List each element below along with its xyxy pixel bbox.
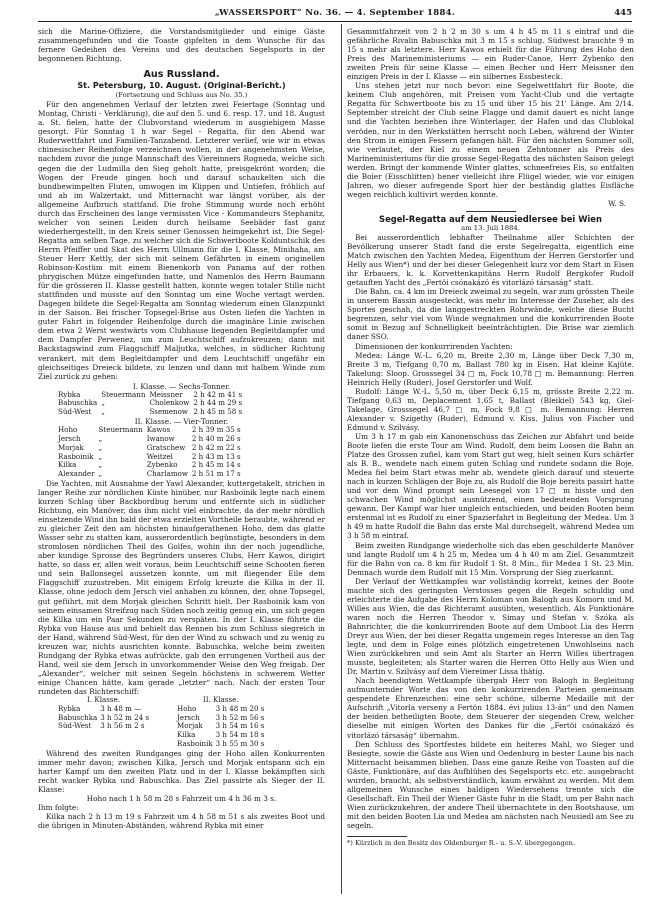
boat-name: Hoho [177,703,197,713]
round-time: 3 h 55 m 30 s [215,739,265,749]
helmsman: Iwanow [146,433,175,443]
role: Steuermann [101,389,146,399]
round-time: 3 h 52 m 24 s [100,712,150,722]
round-time [100,740,152,749]
column-header: II. Klasse. [202,695,239,705]
table-row [58,408,246,417]
finish-time: 2 h 44 m 29 s [193,398,243,408]
article-paragraph: Für den angenehmen Verlauf der letzten zwei Feiertage (Sonntag und Montag, Christi - Verklärung), die auf den 5. und 6. resp. 17. und 18. August a. St. fielen, hatte der Clubvorstand wiederum in ausgiebigem Masse gesorgt. Für Sonntag 1 h war Segel - Regatta, für den Abend war Ruderwettfahrt und Familien-Tanzabend. Letzterer verlief, wie wir in etwas chinesischer Reihenfolge verzeichnen wollen, in der angenehmsten Weise, nachdem zuvor die junge Mannschaft des Viereinners Rogneda, welche sich gegen die der Ludmilla den Sieg geholt hatte, preisgekrönt worden; die Wogen der Freude gingen hoch und darauf schaukelten sich die bundbewimpelten Fluten, umwogen im Klippen und Untiefen, fröhlich auf und ab im Walzertakt, und Mitternacht war längst vorüber, als der allgemeine Aufbruch stattfand. Die frohe Stimmung wurde noch erhöht durch das Erscheinen des lange vermissten Vice - Kommandeurs Stephanitz, welcher von seinen Leiden durch heilsame Seebäder fast ganz wiederhergestellt, in den Kreis seiner Genossen heimgekehrt ist. Die Segel-Regatta am selben Tage, zu welcher sich die Schwertboote Kolduntschik des Herrn Pfeiffer und Skat des Herrn Ullmann für die I. Klasse, Minihaha, am Steuer Herr Kettly, der sich mit seinem Gefährten in einem originellen Robinson-Kostüm mit einem Bienenkorb von Panama auf der rothen phrygischen Mütze eingefunden hatte, und Namenlos des Herrn Baumann für die grösseren II. Klasse gestellt hatten, konnte wegen totaler Stille nicht stattfinden und musste auf den Sonntag um eine Woche vertagt werden. Dagegen bildete die Segel-Regatta am Sonntag wiederum einen Glanzpunkt in der Saison. Bei frischer Topsegel-Brise aus Osten liefen die Yachten in guter Fahrt in folgender Reihenfolge durch die imaginäre Linie zwischen dem etwa 2 Werst westwärts vom Clubhause liegenden Begleitdampfer und dem Dampfer Perwenez, um zum Leuchtschiff aufzukreuzen; dann mit Backstagswind zum Flaggschiff Maljutka, welches, in südlicher Richtung verankert, mit dem Begleitdampfer und dem Leuchtschiff ungefähr ein gleichseitiges Dreieck bildete, zu lenzen und dann mit halbem Winde zum Ziel zurück zu gehen: [38,100,325,381]
boat-name: Babuschka [58,398,98,408]
article-paragraph: Den Schluss des Sportfestes bildete ein heiteres Mahl, wo Sieger und Besiegte, sowie die Gäste aus Wien und Oedenburg in bester Laune bis nach Mitternacht beisammen blieben. Dass eine ganze Reihe von Toasten auf die Gäste, Funktionäre, auf das Aufblühen des Segelsports etc. etc. ausgebracht wurden, braucht, als selbstverständlich, kaum erwähnt zu werden. Mit dem allgemeinen Wunsche eines baldigen Wiedersehens trennte sich die Gesellschaft. Ein Theil der Wiener Gäste fuhr in die Stadt, um per Bahn nach Wien zurückzukehren, der andere Theil übernachtete in den Bootshause, um mit den beiden Booten Lia und Medea am nächsten nach Neusiedl am See zu segeln. [347,739,634,830]
boat-name: Rybka [58,703,81,713]
boat-name: Rybka [58,389,81,399]
right-column [347,27,634,893]
role: „ [101,398,105,408]
table-row [58,470,245,479]
class1-heading: I. Klasse. — Sechs-Tonner. [132,381,231,391]
finish-time: 2 h 45 m 14 s [191,460,241,470]
helmsman: Gratschew [146,442,186,452]
article-paragraph: Kilka nach 2 h 13 m 19 s Fahrzeit um 4 h 58 m 51 s als zweites Boot und die übrigen in Minuten-Abständen, während Rybka mit einer [38,812,325,831]
header-rule [38,21,632,22]
role: „ [98,469,103,479]
boat-name: Rasboinik [58,451,94,461]
boat-name: Rasboinik [177,739,213,749]
round-time: 3 h 48 m — [100,703,142,713]
section-title-russland: Aus Russland. [143,69,220,81]
finish-time: 2 h 45 m 58 s [193,407,243,417]
round-time: 3 h 52 m 56 s [215,712,265,722]
boat-name: Babuschka [58,712,98,722]
article-paragraph: Während des zweiten Rundganges ging der Hoho allen Konkurrenten immer mehr davon; zwischen Kilka, Jersch und Morjak entspann sich ein harter Kampf um den zweiten Platz und in der I. Klasse bekämpften sich recht wacker Rybka und Babuschka. Das Ziel passirte als Sieger der II. Klasse: [38,748,325,794]
article-paragraph: Beim zweiten Rundgange wiederholte sich das eben geschilderte Manöver und langte Rudolf um 4 h 25 m, Medea um 4 h 40 m am Ziel. Gesammtzeit für die Bahn von ca. 8 km für Rudolf 1 St. 8 Min., für Medea 1 St. 23 Min. Demnach wurde dem Rudolf mit 15 Min. Vorsprung der Sieg zuerkannt. [347,540,634,577]
boat-name: Süd-West [58,407,92,417]
boat-name: Kilka [177,730,196,740]
article-paragraph: Bei ausserordentlich lebhafter Theilnahme aller Schichten der Bevölkerung unserer Stadt fand die erste Segelregatta, eigentlich eine Match zwischen den Yachten Medea, Eigenthum der Herren Gerstorfer und Helly aus Wien*) und der bei dieser Gelegenheit kurz vor dem Start in Eisen ihr Erbauers, k. k. Korvettenkapitäns Herrn Rudolf Bergkofer Rudolf getauften Yacht des „Fertöi csónakázó és vitorlázó társaság“ statt. [347,232,634,288]
helmsman: Zybenko [146,460,178,470]
article-paragraph: Nach beendigtem Wettkampfe übergab Herr von Balogh in Begleitung aufmunternder Worte das von den konkurrirenden Parteien gemeinsam gespendete Ehrenzeichen: eine sehr schöne, silberne Medaille mit der Aufschrift „Vitorla verseny a Fertön 1884. évi julius 13-án“ und den Namen der beiden betheiligten Boote, dem Steuerer der siegenden Crew, welcher dieselbe mit einigen Worten des Dankes für die „Fertöi csónakázó és vitorlázó társaság“ übernahm. [347,676,634,740]
table-row [58,740,267,749]
boat-name: Kilka [58,460,77,470]
article-paragraph: Gesammtfahrzeit von 2 h 2 m 30 s um 4 h 45 m 11 s eintraf und die gefährliche Rivalin Babuschka mit 3 m 15 s schlug. Südwest brauchte 9 m 15 s mehr als letztere. Herr Kawos erhielt für die Führung des Hoho den Preis des Marineministeriums — ein Ruder-Canoe, Herr Zybenko den zweiten Preis für seine Klasse — einen Becher und Herr Meissner den einzigen Preis in der I. Klasse — ein silbernes Essbesteck. [347,27,634,82]
boat-name: Hoho [58,425,78,435]
column-divider [341,24,342,894]
finish-time: 2 h 51 m 17 s [191,469,241,479]
footnote-rule [347,836,407,837]
role: „ [98,442,103,452]
class1-results-table [58,391,246,417]
finish-time: 2 h 40 m 26 s [191,433,241,443]
footnote: *) Kürzlich in den Besitz des Oldenburger R.- u. S.-V. übergegangen. [347,839,575,848]
left-column [38,27,325,893]
round-time: 3 h 48 m 20 s [215,703,265,713]
round-time: 3 h 54 m 18 s [215,730,265,740]
boat-name: Jersch [177,712,200,722]
helmsman: Weitzel [146,451,173,461]
section-rule [466,211,516,212]
finish-time: 2 h 39 m 35 s [191,425,241,435]
round-time: 3 h 54 m 16 s [215,721,265,731]
article-paragraph: Die Yachten, mit Ausnahme der Yawl Alexander, kuttergetakelt, strichen in langer Reihe zur nördlichen Küste hinüber, nur Rasboinik legte nach einem kurzen Schlag über Backbordbug herum und entfernte sich in südlicher Richtung, ein Manöver, das ihm nicht viel einbrachte, da der mehr nördlich einsetzende Wind ihn bald der etwa erzielten Vortheile beraubte, während er zu gleicher Zeit den am höchsten hinaufgerathenen Hoho, dem das glatte Wasser sehr zu statten kam, ausserordentlich begünstigte, besonders in dem stromlosen nördlichen Theil des Golfes, wohin ihn der noch jugendliche, aber kundige Sprosse des Begründers unseres Clubs, Herr Kawos, dirigirt hatte, so dass er, allen weit voraus, beim Leuchtschiff seine Schooten fieren und sein Ballonsegel aussetzen konnte, um mit fliegender Eile dem Flaggschiff zuzustreben. Mit einigem Erfolg kreuzte die Kilka in der II. Klasse, ohne jedoch dem Jersch viel anhaben zu können, der, ohne Topsegel, gut geführt, mit dem Morjak gleichen Schritt hielt. Der Rasboinik kam von seinem einsamen Streifzug nach Süden noch zeitig genug ein, um sich gegen die Kilka um ein Paar Sekunden zu verspäten. In der I. Klasse führte die Rybka von Hause aus und behielt das Rennen bis zum Schluss siegreich in der Hand, während Süd-West, für den der Wind zu schwach und zu wenig zu kreuzen war, nichts ausrichten konnte. Babuschka, welche beim zweiten Rundgang der Rybka etwas aufrückte, gab den errungenen Vortheil aus der Hand, weil sie dem Jersch in unvorkommender Weise den Weg freigab. Der „Alexander“, welcher mit seinen Segeln höchstens in schwerem Wetter einige Chancen hätte, kam gerade „letzter“ nach. Nach der ersten Tour rundeten das Richterschiff: [38,478,325,696]
finish-time: 2 h 42 m 41 s [193,389,243,399]
page-header [38,6,632,20]
column-header: I. Klasse. [87,695,120,705]
article-paragraph: Die Bahn, ca. 4 km im Dreieck zweimal zu segeln, war zum grössten Theile in unserem Bassin ausgesteckt, was mehr im Interesse der Zuseher, als des Sportes geschah, da die langgestreckten Rohrwände, welche diese Bucht begrenzen, sehr viel vom Winde wegnahmen und die konkurrirenden Boote somit in Bezug auf Schnelligkeit beeinträchtigten. Die Brise war ziemlich daner SSO. [347,287,634,342]
boat-name [58,740,100,749]
helmsman: Charlamow [146,469,188,479]
article-paragraph: Um 3 h 17 m gab ein Kanonenschuss das Zeichen zur Abfahrt und beide Boote liefen die erste Tour am Wind. Rudolf, dem beim Loosen die Bahn an Platze des Grossen zufiel, kam vom Start gut weg, hielt seinen Kurs schärfer als B. B., wendete nach einem guten Schlag und rundete sodann die Boje. Medea fiel beim Start etwas mehr ab, wendete gleich darauf und steuerte nach in kurzen Schlägen der Boje zu, als Rudolf die Boje bereits passirt hatte und vor dem Wind prompt sein Leesegel von 17 □ m hisste und den schwachen Wind möglichst ausnützend, einen bedeutenden Vorsprung gewann. Der Kampf war hier ungleich entschieden, und beiden Booten beim erstenmal ist es Rudolf zu einer Spazierfahrt in Begleitung der Medea. Um 3 h 49 m hatte Rudolf die Bahn das erste Mal durchsegelt, während Medea um 3 h 58 m eintraf. [347,431,634,541]
boat-name: Morjak [58,442,84,452]
boat-name [58,731,100,740]
intro-paragraph: sich die Marine-Offiziere, die Vorstandsmitglieder und einige Gäste zusammengefunden und die Toaste gipfelten in dem Wunsche für das fernere Gedeihen des Vereins und des deutschen Segelsports in der begonnenen Richtung. [38,27,325,64]
helmsman: Cholenkow [149,398,190,408]
boat-name: Jersch [58,433,81,443]
header-title: „WASSERSPORT“ No. 36. — 4. September 1884. [214,8,456,18]
continuation-note: (Fortsetzung und Schluss aus No. 35.) [115,91,248,100]
article-paragraph: Dimensionen der konkurrirenden Yachten: [355,341,513,351]
article-paragraph: Der Verlauf der Wettkampfes war vollständig korrekt, keines der Boote machte sich des geringsten Verstosses gegen die Regeln schuldig und erleichterte die Aufgabe des Herrn Koloman von Balogh aus Komorn und M. Willes aus Wien, die das Richteramt ausübten, wesentlich. Als Funktionäre waren noch die Herren Theodor v. Simay und Stefan v. Szóka als Bahnrichter, die die konkurrirenden Boote auf dem Umboot Lia des Herrn Dreyr aus Wien, der bei dieser Regatta ungemein reges Interesse an den Tag legte, und dem in Folge eines plötzlich eingetretenen Unwohlseins nach Wien zurückkehren und sein Amt als Starter an Herrn Willes übertragen musste, begleiteten; als Starter waren die Herren Otto Helly aus Wien und Dr. Martin v. Szilvásy auf dem Viereimer Lissa thätig. [347,576,634,677]
role: „ [98,451,103,461]
role: Steuermann [98,425,143,435]
boat-name: Süd-West [58,721,92,731]
article-paragraph: Rudolf: Länge W.-L. 5,50 m, über Deck 6,15 m, grösste Breite 2,22 m. Tiefgang 0,63 m, Deplacement 1,65 t, Ballast (Bleikiel) 543 kg, Giel-Takelage, Grosssegel 46,7 □ m, Fock 9,8 □ m. Bemannung: Herren Alexander v. Szigethy (Ruder), Edmund v. Kiss, Julius von Fischer und Edmund v. Szilvásy. [347,386,634,432]
article-paragraph: Uns stehen jetzt nur noch bevor: eine Segelwettfahrt für Boote, die keinem Club angehören, mit Preisen vom Yacht-Club und die vertagte Regatta für Schwertboote bis zu 15 und über 15 bis 21' Länge. Am 2/14. September streicht der Club seine Flagge und damit dauert es nicht lange und die Yachten beziehen ihre Winterlager, der Hafen und das Clublokal veröden, nur in den Werkstätten herrscht noch Leben, während der Winter den Strom in einigen Fessern gefangen hält. Für den nächsten Sommer soll, wie verlautet, der Kiel zu einem neuen Zehntonner als Preis des Marineministeriums für die grosse Segel-Regatta des nächsten Saison gelegt werden. Bringt der kommende Winter glattes, schneefreies Eis, so entfalten die Boier (Eisschlitten) hener vielleicht ihre Flügel wieder, wie vor einigen Jahren, wo dieser aufregende Sport hier der beständig glattes Eisfläche wegen reichlich kultivirt werden konnte. [347,81,634,199]
author-signature: W. S. [608,198,626,208]
boat-name: Morjak [177,721,203,731]
class2-results-table [58,426,245,479]
class2-heading: II. Klasse. — Vier-Tonner. [134,417,229,427]
section-title-neusiedlersee: Segel-Regatta auf dem Neusiedlersee bei Wien [379,213,602,224]
followed-line: Ihm folgte: [38,803,79,813]
winner-line: Hoho nach 1 h 58 m 28 s Fahrzeit um 4 h 36 m 3 s. [86,794,277,804]
section-date: am 13. Juli 1884. [461,223,520,232]
article-paragraph: Medea: Länge W.-L. 6,20 m, Breite 2,30 m, Länge über Deck 7,30 m, Breite 3 m, Tiefgang 0,70 m, Ballast 780 kg in Eisen. Hat kleine Kajüte. Takelung: Sloop. Grosssegel 34 □ m, Fock 10,78 □ m. Bemannung: Herren Heinrich Helly (Ruder), Josef Gerstorfer und Wolf. [347,350,634,387]
finish-time: 2 h 42 m 22 s [191,442,241,452]
round-time [100,731,152,740]
page-number: 445 [614,8,632,18]
first-round-table [58,696,267,749]
round-time: 3 h 56 m 2 s [100,721,145,731]
helmsman: Ssemenow [149,407,188,417]
helmsman: Kawos [146,425,171,435]
role: „ [98,460,103,470]
role: „ [101,407,105,417]
role: „ [98,433,103,443]
helmsman: Meissner [149,389,183,399]
boat-name: Alexander [58,469,95,479]
finish-time: 2 h 43 m 13 s [191,451,241,461]
dateline: St. Petersburg, 10. August. (Original-Bericht.) [77,81,286,91]
